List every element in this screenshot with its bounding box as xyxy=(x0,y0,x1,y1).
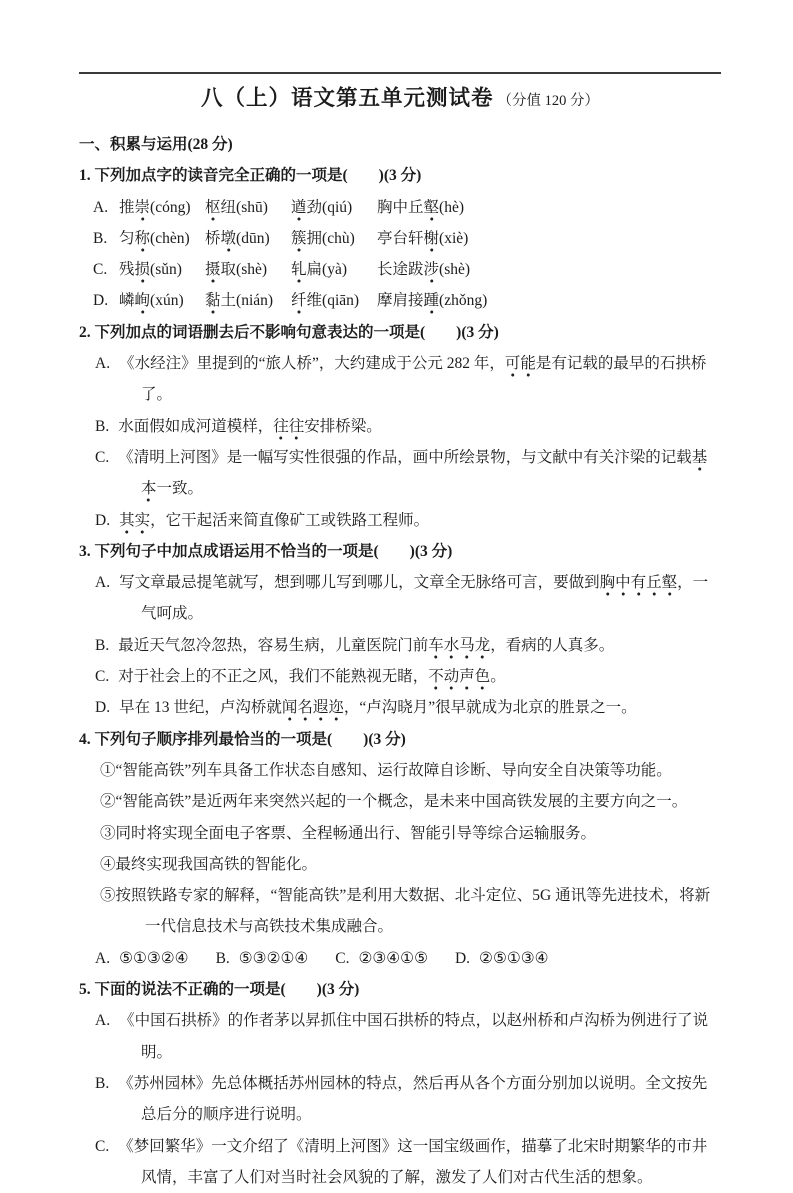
option-a xyxy=(79,348,721,411)
option-a xyxy=(79,1005,721,1068)
option-label: B. xyxy=(95,418,109,435)
option-text: 早在 13 世纪，卢沟桥就闻名遐迩，“卢沟晓月”很早就成为北京的胜景之一。 xyxy=(119,699,637,721)
option-b xyxy=(79,411,721,442)
answer-label: B. xyxy=(216,950,230,967)
answer-a xyxy=(95,943,189,974)
pronunciation-item: 亭台轩榭(xiè) xyxy=(377,223,721,254)
question-1-stem: 1. 下列加点字的读音完全正确的一项是( )(3 分) xyxy=(79,160,721,191)
option-label: A. xyxy=(93,192,119,223)
option-label: D. xyxy=(95,512,110,529)
option-label: A. xyxy=(95,1012,110,1029)
question-2 xyxy=(79,317,721,536)
pronunciation-item: 匀称(chèn) xyxy=(119,223,205,254)
answer-choices xyxy=(95,943,721,974)
pronunciation-item: 遒劲(qiú) xyxy=(291,192,377,223)
option-label: C. xyxy=(93,254,119,285)
pronunciation-item: 摩肩接踵(zhǒng) xyxy=(377,285,721,316)
option-label: A. xyxy=(95,574,110,591)
pronunciation-item: 推崇(cóng) xyxy=(119,192,205,223)
option-b xyxy=(79,1068,721,1131)
option-text: 《苏州园林》先总体概括苏州园林的特点，然后再从各个方面分别加以说明。全文按先总后分的顺序进行说明。 xyxy=(118,1075,707,1123)
option-text: 写文章最忌提笔就写，想到哪儿写到哪儿，文章全无脉络可言，要做到胸中有丘壑，一气呵成。 xyxy=(119,574,708,622)
title-text: 八（上）语文第五单元测试卷 xyxy=(201,86,494,110)
sentence-4: ④最终实现我国高铁的智能化。 xyxy=(79,849,721,880)
title-score-note: （分值 120 分） xyxy=(498,93,600,109)
option-text: 《梦回繁华》一文介绍了《清明上河图》这一国宝级画作，描摹了北宋时期繁华的市井风情，丰富了人们对当时社会风貌的了解，激发了人们对古代生活的想象。 xyxy=(118,1138,707,1186)
question-3 xyxy=(79,536,721,724)
pronunciation-item: 胸中丘壑(hè) xyxy=(377,192,721,223)
option-label: B. xyxy=(95,637,109,654)
header-rule xyxy=(79,72,721,74)
answer-label: D. xyxy=(455,950,470,967)
question-4-stem: 4. 下列句子顺序排列最恰当的一项是( )(3 分) xyxy=(79,724,721,755)
option-text: 《水经注》里提到的“旅人桥”，大约建成于公元 282 年，可能是有记载的最早的石拱桥了。 xyxy=(119,355,706,403)
question-1 xyxy=(79,160,721,316)
answer-label: C. xyxy=(335,950,349,967)
option-label: C. xyxy=(95,449,109,466)
pronunciation-item: 轧扁(yà) xyxy=(291,254,377,285)
option-row-c xyxy=(93,254,721,285)
sentence-3: ③同时将实现全面电子客票、全程畅通出行、智能引导等综合运输服务。 xyxy=(79,818,721,849)
option-row-b xyxy=(93,223,721,254)
option-row-d xyxy=(93,285,721,316)
option-b xyxy=(79,630,721,661)
option-text: 对于社会上的不正之风，我们不能熟视无睹，不动声色。 xyxy=(118,668,506,690)
pronunciation-item: 嶙峋(xún) xyxy=(119,285,205,316)
option-label: B. xyxy=(95,1075,109,1092)
pronunciation-item: 纤维(qiān) xyxy=(291,285,377,316)
option-label: D. xyxy=(95,699,110,716)
answer-b xyxy=(216,943,309,974)
pronunciation-item: 桥墩(dūn) xyxy=(205,223,291,254)
sentence-1: ①“智能高铁”列车具备工作状态自感知、运行故障自诊断、导向安全自决策等功能。 xyxy=(79,755,721,786)
option-c xyxy=(79,661,721,692)
question-2-stem: 2. 下列加点的词语删去后不影响句意表达的一项是( )(3 分) xyxy=(79,317,721,348)
answer-sequence: ⑤①③②④ xyxy=(119,950,188,967)
option-row-a xyxy=(93,192,721,223)
option-text: 《清明上河图》是一幅写实性很强的作品，画中所绘景物，与文献中有关汴梁的记载基本一致。 xyxy=(118,449,707,502)
answer-sequence: ②⑤①③④ xyxy=(479,950,548,967)
question-4 xyxy=(79,724,721,974)
sentence-2: ②“智能高铁”是近两年来突然兴起的一个概念，是未来中国高铁发展的主要方向之一。 xyxy=(79,786,721,817)
option-c xyxy=(79,1131,721,1193)
answer-sequence: ②③④①⑤ xyxy=(358,950,427,967)
option-text: 水面假如成河道模样，往往安排桥梁。 xyxy=(118,418,382,440)
option-c xyxy=(79,442,721,505)
answer-d xyxy=(455,943,549,974)
question-3-stem: 3. 下列句子中加点成语运用不恰当的一项是( )(3 分) xyxy=(79,536,721,567)
question-5-stem: 5. 下面的说法不正确的一项是( )(3 分) xyxy=(79,974,721,1005)
pronunciation-item: 簇拥(chù) xyxy=(291,223,377,254)
option-d xyxy=(79,692,721,723)
page-title xyxy=(79,82,721,117)
answer-label: A. xyxy=(95,950,110,967)
pronunciation-item: 残损(sǔn) xyxy=(119,254,205,285)
option-label: D. xyxy=(93,285,119,316)
option-label: B. xyxy=(93,223,119,254)
option-text: 最近天气忽冷忽热，容易生病，儿童医院门前车水马龙，看病的人真多。 xyxy=(118,637,614,659)
option-text: 其实，它干起活来简直像矿工或铁路工程师。 xyxy=(119,512,429,534)
option-label: A. xyxy=(95,355,110,372)
question-5 xyxy=(79,974,721,1193)
option-label: C. xyxy=(95,1138,109,1155)
section-heading: 一、积累与运用(28 分) xyxy=(79,129,721,160)
answer-c xyxy=(335,943,428,974)
sentence-5: ⑤按照铁路专家的解释，“智能高铁”是利用大数据、北斗定位、5G 通讯等先进技术，将新一代信息技术与高铁技术集成融合。 xyxy=(79,880,721,943)
pronunciation-item: 长途跋涉(shè) xyxy=(377,254,721,285)
option-a xyxy=(79,567,721,630)
option-label: C. xyxy=(95,668,109,685)
pronunciation-item: 摄取(shè) xyxy=(205,254,291,285)
pronunciation-item: 黏土(nián) xyxy=(205,285,291,316)
answer-sequence: ⑤③②①④ xyxy=(239,950,308,967)
option-d xyxy=(79,505,721,536)
pronunciation-item: 枢纽(shū) xyxy=(205,192,291,223)
option-text: 《中国石拱桥》的作者茅以昇抓住中国石拱桥的特点，以赵州桥和卢沟桥为例进行了说明。 xyxy=(119,1012,708,1060)
